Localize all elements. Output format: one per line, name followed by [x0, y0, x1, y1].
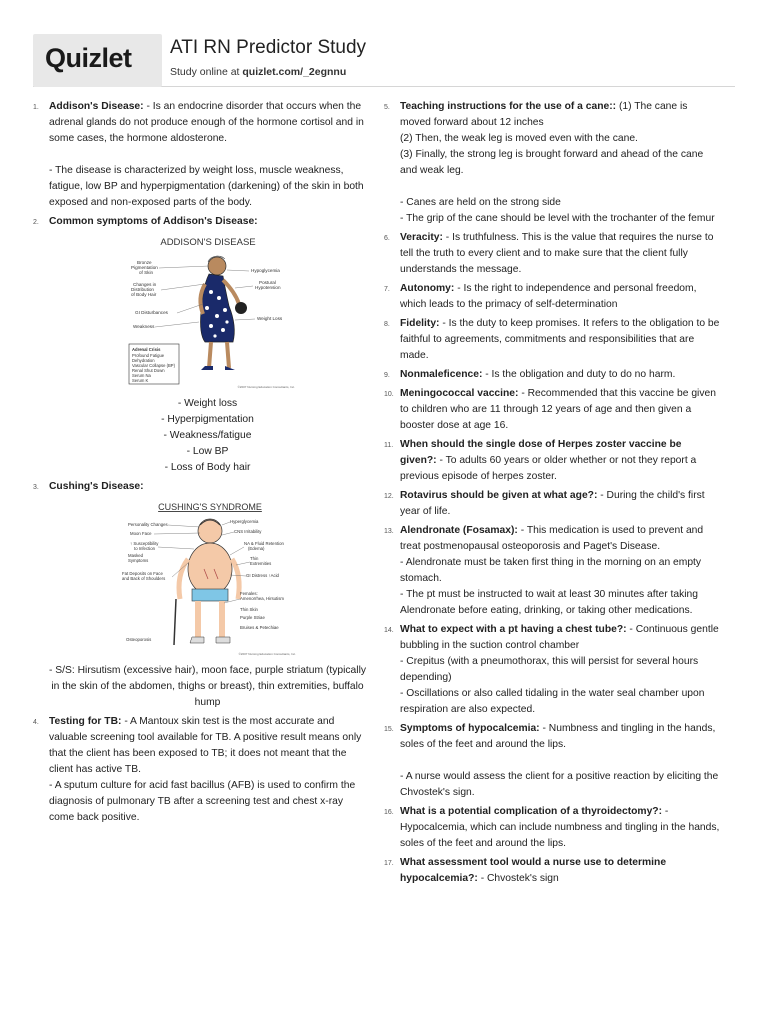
label-cns: CNS Irritability — [233, 529, 261, 534]
definition: - During the child's first year of life. — [400, 490, 705, 517]
term: What assessment tool would a nurse use to determine hypocalcemia?: — [400, 857, 667, 884]
symptom-line: - Low BP — [186, 446, 229, 457]
label-osteoporosis: Osteoporosis — [125, 637, 151, 642]
list-item — [384, 230, 720, 278]
term: What is a potential complication of a thyroidectomy?: — [400, 806, 663, 817]
definition-line: - Canes are held on the strong side — [400, 197, 561, 208]
label-fat-deposits-2: and Back of Shoulders — [121, 576, 165, 581]
label-distribution: Distribution — [130, 287, 154, 292]
item-number: 6. — [384, 235, 390, 242]
list-item — [384, 523, 720, 619]
item-number: 14. — [384, 627, 394, 634]
definition: - This medication is used to prevent and treat postmenopausal osteoporosis and Paget's Disease. — [400, 525, 704, 552]
label-symptoms: Symptoms — [127, 558, 148, 563]
definition: - Is the duty to keep promises. It refers to the obligation to be faithful to agreements, commitments and responsibilities that are made. — [400, 318, 720, 361]
definition-paragraph: - S/S: Hirsutism (excessive hair), moon face, purple striatum (typically in the skin of the abdomen, thighs or breast), thin extremities, buffalo hump — [49, 665, 367, 708]
quizlet-logo[interactable] — [33, 34, 162, 87]
term: Symptoms of hypocalcemia: — [400, 723, 540, 734]
label-fat-deposits: Fat Deposits on Face — [121, 571, 163, 576]
definition-line: - Crepitus (with a pneumothorax, this will persist for several hours depending) — [400, 656, 699, 683]
label-amenorrhea: Amenorrhea, Hirsutism — [239, 596, 284, 601]
definition-line: (3) Finally, the strong leg is brought forward and ahead of the cane and weak leg. — [400, 149, 704, 176]
term: Addison's Disease: — [49, 101, 144, 112]
label-purple-striae: Purple Striae — [239, 615, 265, 620]
definition: - Is the obligation and duty to do no harm. — [482, 369, 676, 380]
label-to-infection: to Infection — [133, 546, 155, 551]
cushings-syndrome-illustration — [118, 499, 298, 659]
item-number: 8. — [384, 321, 390, 328]
crisis-item: Profound Fatigue — [131, 353, 164, 358]
list-item — [33, 99, 366, 211]
label-masked: Masked — [127, 553, 143, 558]
left-column — [33, 99, 366, 829]
symptom-line: - Hyperpigmentation — [161, 414, 254, 425]
item-number: 15. — [384, 726, 394, 733]
definition-paragraph: - A sputum culture for acid fast bacillus (AFB) is used to confirm the diagnosis of pulmonary TB after a screening test and chest x-ray come back positive. — [49, 780, 356, 823]
definition-paragraph: - The disease is characterized by weight loss, muscle weakness, fatigue, low BP and hyperpigmentation (darkening) of the skin in both exposed and non-exposed parts of the body. — [49, 165, 364, 208]
document-subtitle — [170, 66, 346, 78]
label-susceptibility: ↑ Susceptibility — [129, 541, 158, 546]
list-item — [384, 488, 720, 520]
list-item — [384, 622, 720, 718]
term: When should the single dose of Herpes zoster vaccine be given?: — [400, 439, 682, 466]
item-number: 11. — [384, 442, 394, 449]
definition: - Is an endocrine disorder that occurs when the adrenal glands do not produce enough of the hormone cortisol and in some cases, the hormone aldosterone. — [49, 101, 364, 144]
definition: - Is the right to independence and personal freedom, which leads to the primacy of self-determination — [400, 283, 697, 310]
symptom-line: - Weight loss — [177, 398, 238, 409]
term: Alendronate (Fosamax): — [400, 525, 518, 536]
figure-copyright: ©2007 Nursing Education Consultants, Inc. — [238, 652, 296, 656]
definition-line: - The pt must be instructed to wait at least 30 minutes after taking Alendronate before eating, drinking, or taking other medications. — [400, 589, 698, 616]
label-pigmentation: Pigmentation — [130, 265, 158, 270]
item-number: 1. — [33, 104, 39, 111]
item-number: 3. — [33, 484, 39, 491]
label-moon-face: Moon Face — [129, 531, 151, 536]
term: What to expect with a pt having a chest tube?: — [400, 624, 627, 635]
right-column — [384, 99, 720, 890]
item-number: 12. — [384, 493, 394, 500]
list-item — [384, 316, 720, 364]
label-extremities: Extremities — [249, 561, 271, 566]
definition: - Recommended that this vaccine be given to children who are 11 through 12 years of age and then given a booster dose at age 16. — [400, 388, 716, 431]
crisis-item: Dehydration — [131, 358, 155, 363]
definition: - Continuous gentle bubbling in the suction control chamber — [400, 624, 719, 651]
item-number: 17. — [384, 860, 394, 867]
term: Rotavirus should be given at what age?: — [400, 490, 598, 501]
crisis-item: Serum Na — [131, 373, 151, 378]
list-item — [384, 367, 720, 383]
crisis-title: Adrenal Crisis — [131, 347, 160, 352]
label-bronze: Bronze — [136, 260, 152, 265]
definition: (1) The cane is moved forward about 12 inches — [400, 101, 688, 128]
woman-figure — [200, 256, 247, 370]
label-gi-distress: GI Distress ↑Acid — [245, 573, 279, 578]
item-number: 16. — [384, 809, 394, 816]
symptom-line: - Weakness/fatigue — [163, 430, 252, 441]
list-item — [384, 804, 720, 852]
item-number: 5. — [384, 104, 390, 111]
definition: - Numbness and tingling in the hands, soles of the feet and around the lips. — [400, 723, 716, 750]
label-changes-in: Changes in — [132, 282, 156, 287]
list-item — [384, 386, 720, 434]
label-thin: Thin — [249, 556, 258, 561]
list-item — [384, 437, 720, 485]
subtitle-prefix: Study online at — [170, 66, 243, 78]
man-figure — [174, 519, 239, 645]
item-number: 13. — [384, 528, 394, 535]
study-link[interactable]: quizlet.com/_2egnnu — [242, 66, 347, 78]
logo-text: Quizlet — [45, 43, 132, 73]
document-title: ATI RN Predictor Study — [170, 37, 367, 58]
figure-title: CUSHING'S SYNDROME — [157, 502, 262, 512]
item-number: 9. — [384, 372, 390, 379]
adrenal-crisis-box — [129, 344, 179, 384]
term: Testing for TB: — [49, 716, 122, 727]
label-weakness: Weakness — [132, 324, 154, 329]
label-females: Females: — [239, 591, 258, 596]
definition-line: - Alendronate must be taken first thing in the morning on an empty stomach. — [400, 557, 702, 584]
label-na-retention: NA & Fluid Retention — [243, 541, 284, 546]
label-edema: (Edema) — [247, 546, 264, 551]
figure-title: ADDISON'S DISEASE — [159, 237, 256, 248]
item-number: 2. — [33, 219, 39, 226]
term: Fidelity: — [400, 318, 440, 329]
label-of-body-hair: of Body Hair — [130, 292, 156, 297]
term: Nonmaleficence: — [400, 369, 483, 380]
label-hyperglycemia: Hyperglycemia — [229, 519, 258, 524]
label-thin-skin: Thin Skin — [239, 607, 258, 612]
term: Teaching instructions for the use of a cane:: — [400, 101, 617, 112]
list-item — [384, 855, 720, 887]
definition-line: - A nurse would assess the client for a positive reaction by eliciting the Chvostek's sign. — [400, 771, 719, 798]
definition: - Chvostek's sign — [477, 873, 559, 884]
item-number: 4. — [33, 719, 39, 726]
term: Cushing's Disease: — [49, 481, 144, 492]
item-number: 7. — [384, 286, 390, 293]
page-header — [33, 34, 735, 87]
label-hypoglycemia: Hypoglycemia — [250, 268, 280, 273]
definition-line: - Oscillations or also called tidaling in the water seal chamber upon respiration are also expected. — [400, 688, 705, 715]
definition: - Hypocalcemia, which can include numbness and tingling in the hands, soles of the feet and around the lips. — [400, 806, 720, 849]
label-of-skin: of Skin — [138, 270, 153, 275]
list-item — [384, 99, 720, 227]
label-bruises: Bruises & Petechiae — [239, 625, 279, 630]
list-item — [33, 714, 366, 826]
list-item — [33, 214, 366, 476]
figure-copyright: ©2007 Nursing Education Consultants, Inc. — [237, 385, 295, 389]
item-number: 10. — [384, 391, 394, 398]
list-item — [384, 721, 720, 801]
label-gi-disturbances: GI Disturbances — [134, 310, 168, 315]
definition: - Is truthfulness. This is the value that requires the nurse to tell the truth to every client and to make sure that the client fully understands the message. — [400, 232, 714, 275]
addisons-disease-illustration — [119, 234, 297, 392]
definition-line: - The grip of the cane should be level with the trochanter of the femur — [400, 213, 715, 224]
label-personality: Personality Changes — [127, 522, 168, 527]
crisis-item: Serum K — [131, 378, 148, 383]
label-postural: Postural — [258, 280, 276, 285]
definition: - To adults 60 years or older whether or not they report a previous episode of herpes zoster. — [400, 455, 697, 482]
definition: - A Mantoux skin test is the most accurate and valuable screening tool available for TB. A positive result means only that the client has been exposed to TB; it does not meant that the client has active TB. — [49, 716, 362, 775]
label-hypotension: Hypotension — [254, 285, 281, 290]
list-item — [384, 281, 720, 313]
list-item — [33, 479, 366, 711]
term: Autonomy: — [400, 283, 455, 294]
term: Meningococcal vaccine: — [400, 388, 519, 399]
crisis-item: Vascular Collapse (BP) — [131, 363, 175, 368]
term: Veracity: — [400, 232, 443, 243]
term: Common symptoms of Addison's Disease: — [49, 216, 258, 227]
definition-line: (2) Then, the weak leg is moved even with the cane. — [400, 133, 638, 144]
crisis-item: Renal Shut Down — [131, 368, 165, 373]
label-weight-loss: Weight Loss — [256, 316, 282, 321]
symptom-line: - Loss of Body hair — [164, 462, 251, 473]
